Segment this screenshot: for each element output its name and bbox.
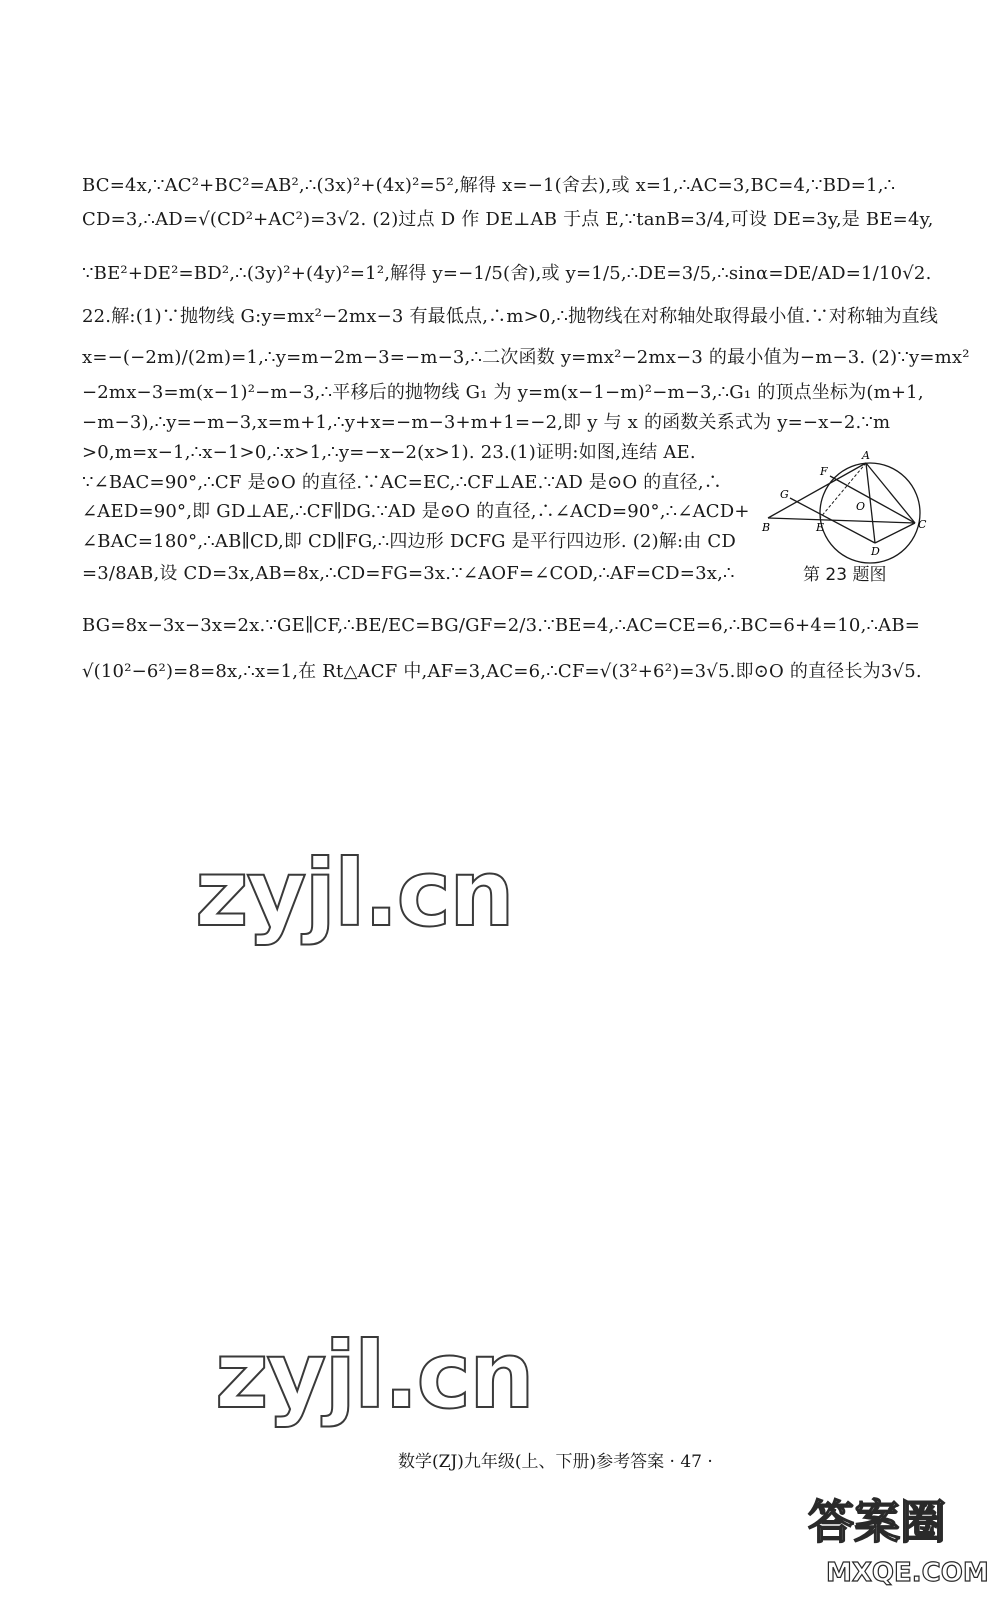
p21-line-3: ∵BE²+DE²=BD²,∴(3y)²+(4y)²=1²,解得 y=−1/5(舍),或 y=1/5,∴DE=3/5,∴sinα=DE/AD=1/10√2. bbox=[82, 263, 932, 284]
p23-line-3: ∠BAC=180°,∴AB∥CD,即 CD∥FG,∴四边形 DCFG 是平行四边形. (2)解:由 CD bbox=[82, 531, 737, 552]
mxqe-logo bbox=[808, 1468, 989, 1596]
p23-line-1: ∵∠BAC=90°,∴CF 是⊙O 的直径.∵AC=EC,∴CF⊥AE.∵AD 是⊙O 的直径,∴ bbox=[82, 472, 722, 493]
segment-bc bbox=[768, 518, 915, 523]
label-c: C bbox=[918, 518, 927, 531]
segment-ac bbox=[866, 463, 915, 523]
circle-o bbox=[820, 463, 920, 563]
p22-line-2: x=−(−2m)/(2m)=1,∴y=m−2m−3=−m−3,∴二次函数 y=mx²−2mx−3 的最小值为−m−3. (2)∵y=mx² bbox=[82, 347, 970, 368]
label-d: D bbox=[871, 545, 880, 558]
p21-line-1: BC=4x,∵AC²+BC²=AB²,∴(3x)²+(4x)²=5²,解得 x=−1(舍去),或 x=1,∴AC=3,BC=4,∵BD=1,∴ bbox=[82, 175, 896, 196]
page-footer: 数学(ZJ)九年级(上、下册)参考答案 · 47 · bbox=[398, 1452, 713, 1472]
p23-line-2: ∠AED=90°,即 GD⊥AE,∴CF∥DG.∵AD 是⊙O 的直径,∴∠ACD=90°,∴∠ACD+ bbox=[82, 501, 750, 522]
p23-line-4: =3/8AB,设 CD=3x,AB=8x,∴CD=FG=3x.∵∠AOF=∠COD,∴AF=CD=3x,∴ bbox=[82, 563, 735, 584]
p22-line-4: −m−3),∴y=−m−3,x=m+1,∴y+x=−m−3+m+1=−2,即 y 与 x 的函数关系式为 y=−x−2.∵m bbox=[82, 412, 891, 433]
segment-ad bbox=[866, 463, 875, 543]
p23-line-5: BG=8x−3x−3x=2x.∵GE∥CF,∴BE/EC=BG/GF=2/3.∵BE=4,∴AC=CE=6,∴BC=6+4=10,∴AB= bbox=[82, 615, 921, 636]
label-b: B bbox=[762, 521, 771, 534]
label-g: G bbox=[780, 488, 789, 501]
p22-line-5: >0,m=x−1,∴x−1>0,∴x>1,∴y=−x−2(x>1). 23.(1)证明:如图,连结 AE. bbox=[82, 442, 696, 463]
p23-line-6: √(10²−6²)=8=8x,∴x=1,在 Rt△ACF 中,AF=3,AC=6,∴CF=√(3²+6²)=3√5.即⊙O 的直径长为3√5. bbox=[82, 661, 922, 682]
p22-line-1: 22.解:(1)∵抛物线 G:y=mx²−2mx−3 有最低点,∴m>0,∴抛物线在对称轴处取得最小值.∵对称轴为直线 bbox=[82, 306, 939, 327]
figure-caption: 第 23 题图 bbox=[803, 565, 887, 585]
p21-line-2: CD=3,∴AD=√(CD²+AC²)=3√2. (2)过点 D 作 DE⊥AB 于点 E,∵tanB=3/4,可设 DE=3y,是 BE=4y, bbox=[82, 209, 934, 230]
label-f: F bbox=[820, 465, 828, 478]
watermark-top: zyjl.cn bbox=[195, 840, 513, 947]
segment-dc bbox=[875, 523, 915, 543]
logo-text: 答案圈 bbox=[808, 1495, 946, 1549]
logo-url: MXQE.COM bbox=[826, 1558, 989, 1588]
label-e: E bbox=[816, 521, 825, 534]
p22-line-3: −2mx−3=m(x−1)²−m−3,∴平移后的抛物线 G₁ 为 y=m(x−1−m)²−m−3,∴G₁ 的顶点坐标为(m+1, bbox=[82, 382, 924, 403]
label-o: O bbox=[856, 500, 866, 513]
label-a: A bbox=[862, 449, 870, 462]
watermark-bottom: zyjl.cn bbox=[215, 1322, 533, 1429]
